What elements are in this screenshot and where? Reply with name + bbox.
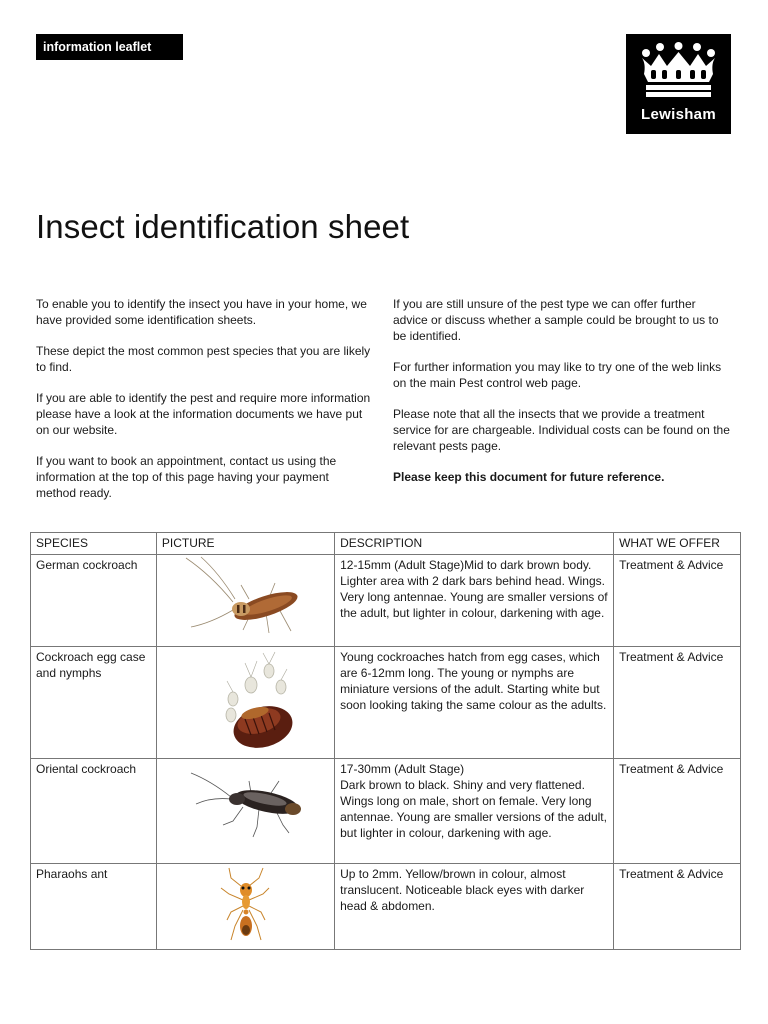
intro-paragraph: Please note that all the insects that we provide a treatment service for are chargeable. Individual costs can be found on the relevant pests page. [393, 407, 730, 453]
page-title: Insect identification sheet [36, 208, 410, 245]
intro-paragraph: To enable you to identify the insect you have in your home, we have provided some identification sheets. [36, 297, 367, 327]
table-row [31, 759, 741, 864]
intro-paragraph: If you are able to identify the pest and require more information please have a look at the information documents we have put on our website. [36, 391, 371, 437]
header-species: SPECIES [31, 533, 157, 555]
species-cell: German cockroach [31, 555, 157, 647]
intro-paragraph: For further information you may like to try one of the web links on the main Pest control web page. [393, 360, 722, 390]
pharaohs-ant-icon [171, 864, 321, 948]
picture-cell [156, 647, 334, 759]
picture-cell [156, 864, 334, 950]
intro-paragraph: If you are still unsure of the pest type we can offer further advice or discuss whether a sample could be brought to us to be identified. [393, 297, 719, 343]
description-cell: 17-30mm (Adult Stage) Dark brown to black. Shiny and very flattened. Wings long on male, short on female. Very long antennae. Young are smaller versions of the adult, but lighter in colour, darkening with age. [335, 759, 614, 864]
species-cell: Pharaohs ant [31, 864, 157, 950]
description-cell: Young cockroaches hatch from egg cases, which are 6-12mm long. The young or nymphs are miniature versions of the adult. Starting white but soon looking taking the same colour as the adults. [335, 647, 614, 759]
logo-text: Lewisham [641, 106, 716, 123]
table-row [31, 555, 741, 647]
crown-icon [636, 42, 721, 104]
egg-case-nymphs-icon [171, 647, 321, 757]
table-header-row [31, 533, 741, 555]
species-cell: Cockroach egg case and nymphs [31, 647, 157, 759]
species-cell: Oriental cockroach [31, 759, 157, 864]
offer-cell: Treatment & Advice [614, 864, 741, 950]
german-cockroach-icon [171, 555, 321, 645]
offer-cell: Treatment & Advice [614, 759, 741, 864]
insect-table [30, 532, 741, 950]
intro-right-column [393, 296, 731, 500]
lewisham-logo [626, 34, 731, 134]
offer-cell: Treatment & Advice [614, 555, 741, 647]
header-picture: PICTURE [156, 533, 334, 555]
keep-document-note: Please keep this document for future reference. [393, 470, 665, 484]
oriental-cockroach-icon [171, 759, 321, 859]
description-cell: Up to 2mm. Yellow/brown in colour, almost translucent. Noticeable black eyes with darker head & abdomen. [335, 864, 614, 950]
offer-cell: Treatment & Advice [614, 647, 741, 759]
header-what-we-offer: WHAT WE OFFER [614, 533, 741, 555]
picture-cell [156, 759, 334, 864]
intro-paragraph: If you want to book an appointment, contact us using the information at the top of this page having your payment method ready. [36, 454, 337, 500]
description-cell: 12-15mm (Adult Stage)Mid to dark brown body. Lighter area with 2 dark bars behind head. Wings. Very long antennae. Young are smaller versions of the adult, but lighter in colour, darkening with age. [335, 555, 614, 647]
picture-cell [156, 555, 334, 647]
header-description: DESCRIPTION [335, 533, 614, 555]
information-leaflet-tag: information leaflet [36, 34, 183, 60]
table-row [31, 864, 741, 950]
intro-left-column [36, 296, 371, 516]
intro-paragraph: These depict the most common pest species that you are likely to find. [36, 344, 371, 374]
table-row [31, 647, 741, 759]
